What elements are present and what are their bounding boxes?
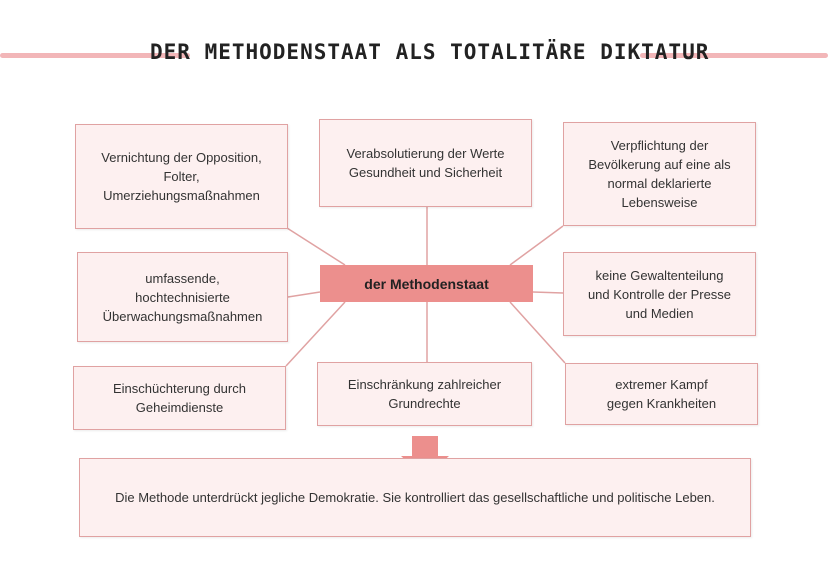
node-bottom-center: Einschränkung zahlreicher Grundrechte	[317, 362, 532, 426]
node-bottom-left: Einschüchterung durch Geheimdienste	[73, 366, 286, 430]
node-top-center: Verabsolutierung der Werte Gesundheit und Sicherheit	[319, 119, 532, 207]
node-mid-left: umfassende, hochtechnisierte Überwachungsmaßnahmen	[77, 252, 288, 342]
node-bottom-right: extremer Kampf gegen Krankheiten	[565, 363, 758, 425]
connector-bottom-left	[286, 302, 345, 366]
connector-bottom-right	[510, 302, 565, 363]
page-title: DER METHODENSTAAT ALS TOTALITÄRE DIKTATUR	[150, 40, 710, 64]
conclusion-box: Die Methode unterdrückt jegliche Demokratie. Sie kontrolliert das gesellschaftliche und politische Leben.	[79, 458, 751, 537]
connector-top-left	[287, 228, 345, 265]
connector-mid-left	[288, 292, 320, 297]
node-mid-right: keine Gewaltenteilung und Kontrolle der Presse und Medien	[563, 252, 756, 336]
node-top-right: Verpflichtung der Bevölkerung auf eine als normal deklarierte Lebensweise	[563, 122, 756, 226]
node-top-left: Vernichtung der Opposition, Folter, Umerziehungsmaßnahmen	[75, 124, 288, 229]
connector-mid-right	[533, 292, 563, 293]
center-node: der Methodenstaat	[320, 265, 533, 302]
connector-top-right	[510, 226, 563, 265]
